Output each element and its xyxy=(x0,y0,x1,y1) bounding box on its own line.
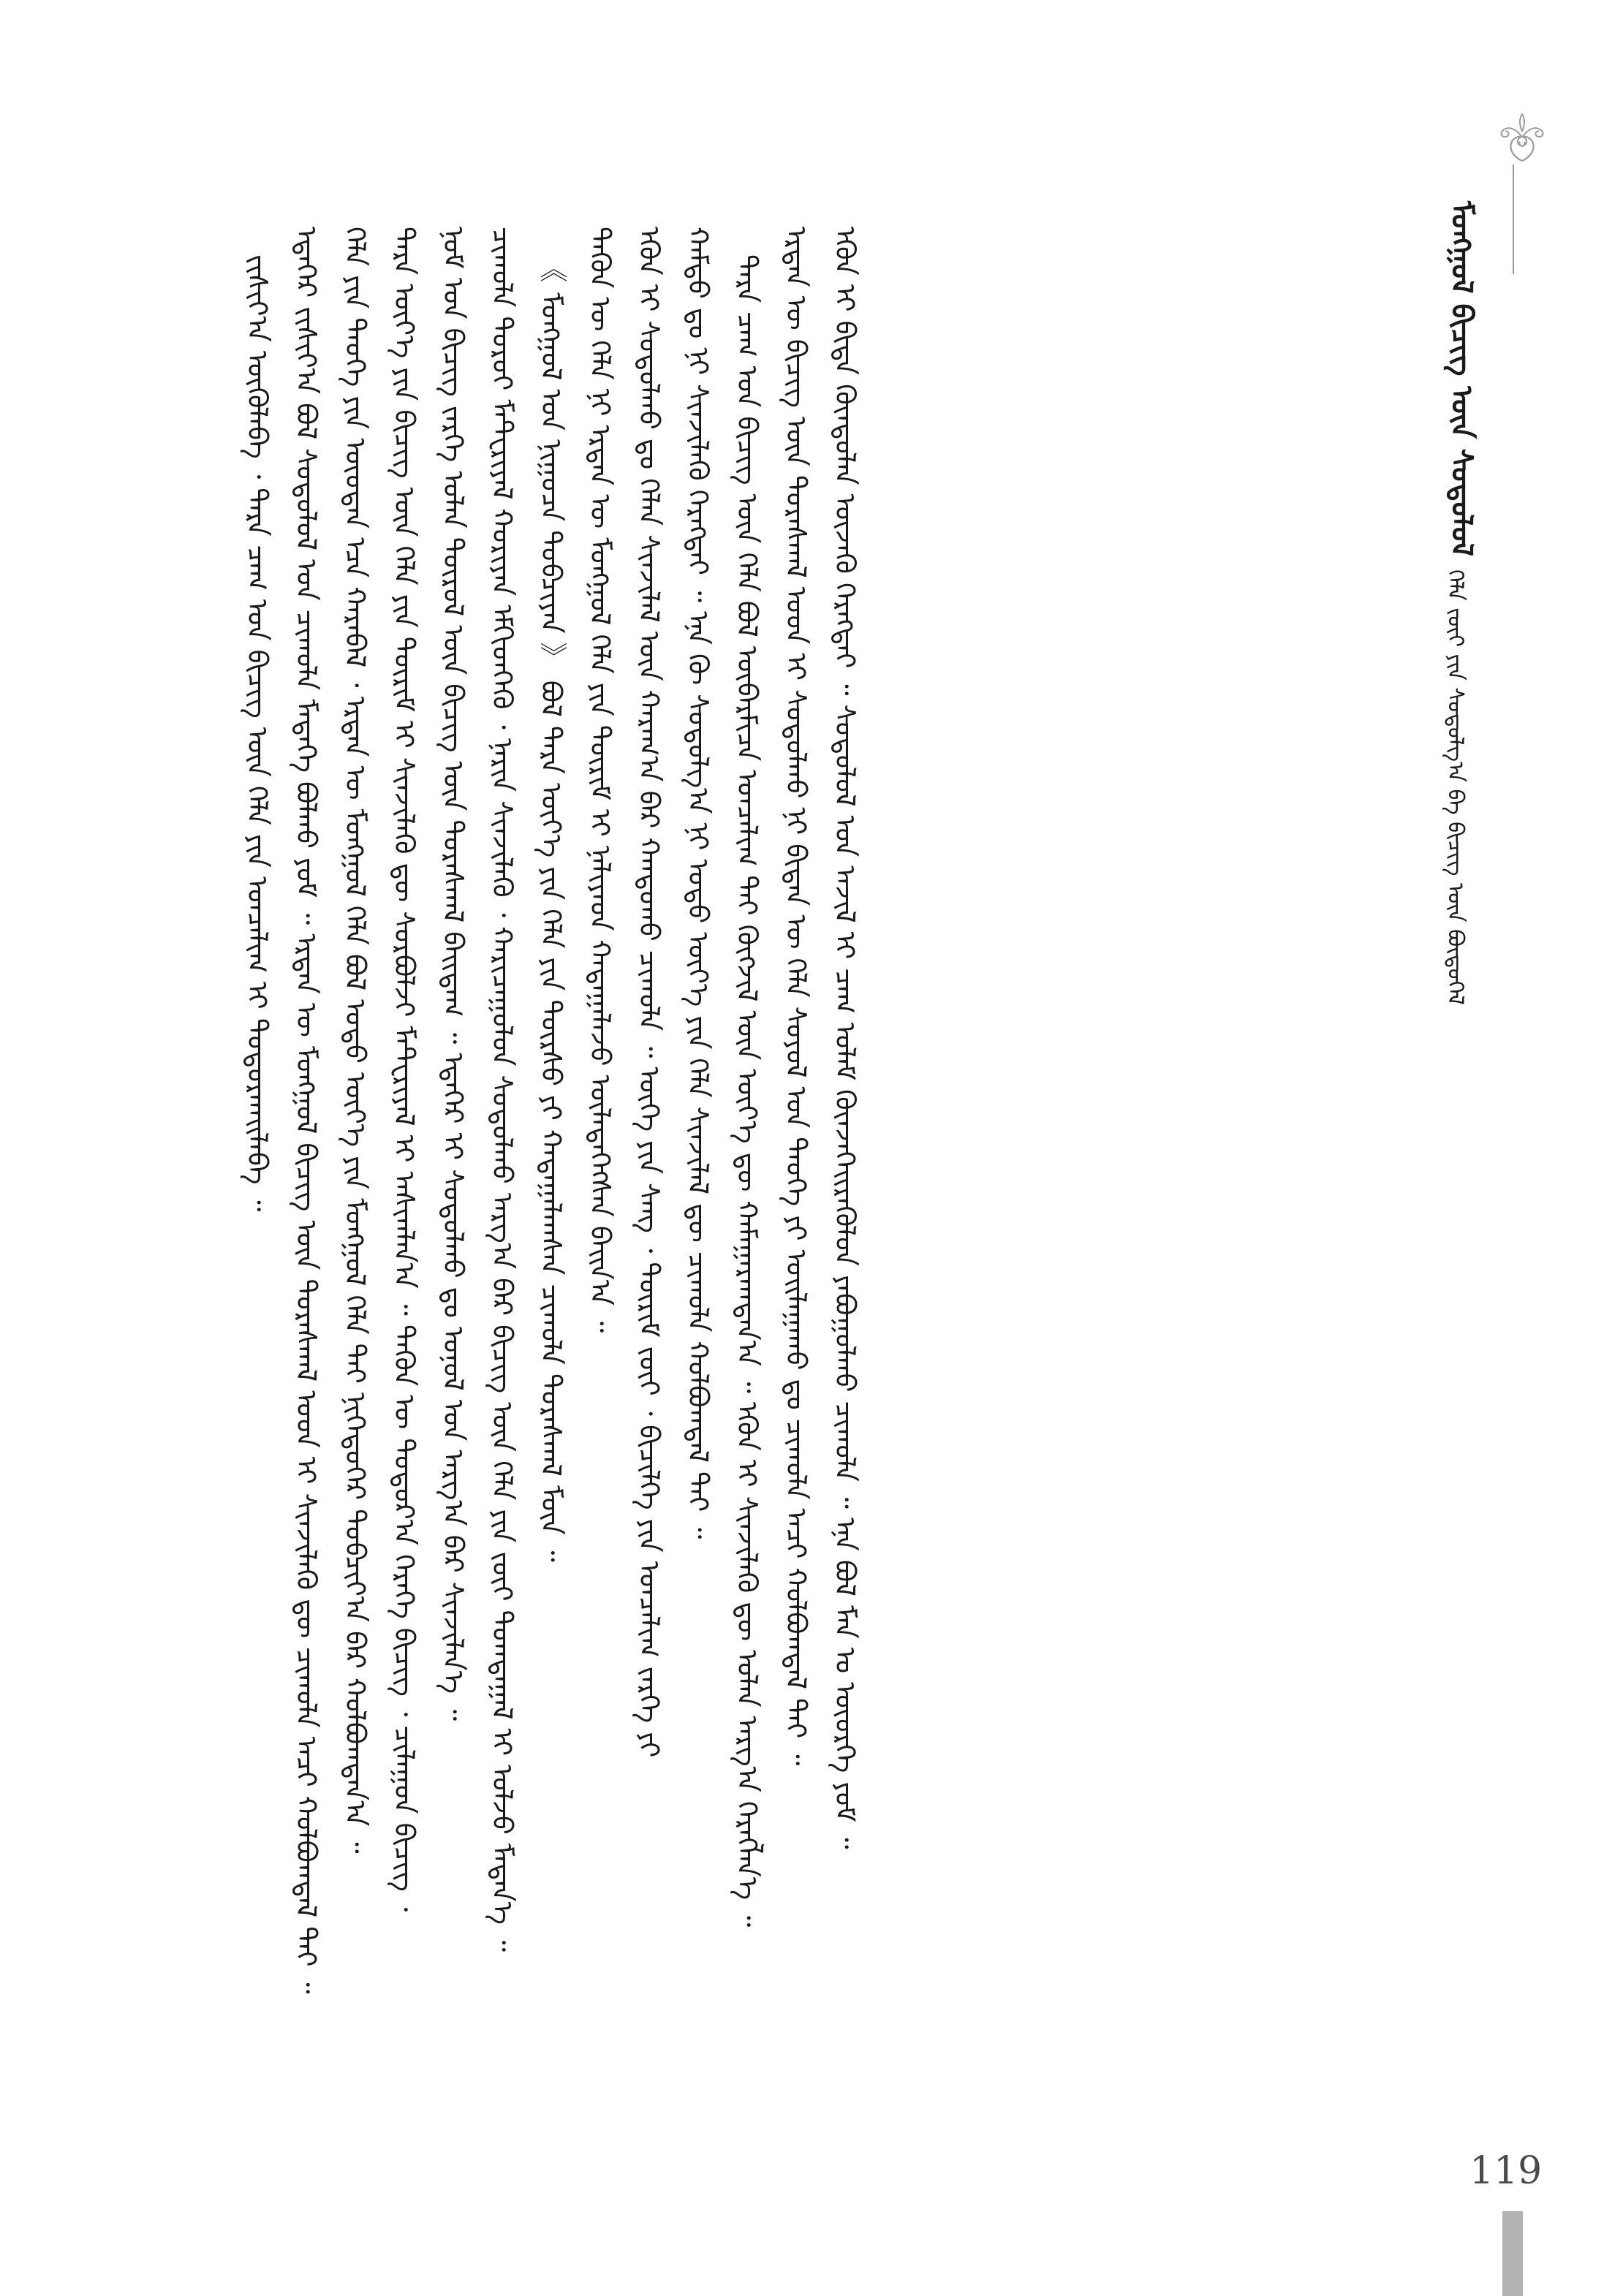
header-subtitle: ᠬᠡᠯᠡ ᠵᠦᠢ ᠶᠢᠨ ᠰᠤᠳᠤᠯᠭ᠎ᠠ ᠪᠠ ᠪᠢᠴᠢᠭ᠌ ᠦᠨ ᠪᠦᠲᠦᠭᠡᠯ xyxy=(1442,569,1468,1005)
text-line: ᠬᠡᠯᠡ ᠶᠢᠨ ᠲᠡᠦᠬᠡ ᠶᠢᠨ ᠦᠦᠳᠡᠨ ᠡᠴᠡ ᠬᠠᠷᠠᠪᠠᠯ ᠂ ᠡᠷᠲᠡᠨ ᠦ ᠮᠣᠩᠭᠣᠯ ᠬᠡᠯᠡ ᠪᠣᠯ ᠣᠳᠣ ᠦᠶ᠎ᠡ ᠶᠢᠨ ᠮᠣᠩᠭᠣᠯ ᠬᠡᠯᠡ ᠲᠡᠢ ᠨᠢᠭᠡᠳᠦᠭᠡᠷ ᠲᠣᠪᠴᠢᠶ᠎ᠠ ᠪᠠᠷ ᠬᠣᠯᠪᠣᠭᠳᠠᠨ᠎ᠠ ᠃ xyxy=(339,227,371,1854)
body-text xyxy=(232,227,1373,2098)
text-line: ᠲᠡᠷᠡ ᠴᠠᠭ ᠤᠨ ᠪᠢᠴᠢᠭ᠌ ᠦᠨ ᠬᠡᠯᠡ ᠪᠣᠯ ᠥᠪᠡᠷᠮᠢᠴᠡ ᠣᠨᠴᠠᠯᠢᠭ ᠲᠠᠢ ᠬᠥᠭᠵᠢᠯ ᠦᠨ ᠦᠶ᠎ᠡ ᠳᠦ ᠬᠠᠮᠠᠭᠠᠷᠠᠭᠳᠠᠨ᠎ᠠ ᠃ ᠡᠭᠦᠨ ᠢ ᠰᠢᠨᠵᠢᠯᠡᠬᠦ ᠳᠦ ᠣᠯᠠᠨ ᠠᠷᠭ᠎ᠠ ᠬᠡᠷᠡᠭᠯᠡᠨ᠎ᠡ ᠃ xyxy=(731,254,763,1928)
text-line: ᠬᠠᠮᠲᠤ ᠳᠤ ᠨᠢ ᠰᠢᠨᠵᠢᠯᠡᠬᠦ ᠬᠡᠷᠡᠭᠲᠡᠢ ᠃ ᠡᠨᠡ ᠬᠦ ᠰᠤᠳᠤᠯᠭ᠎ᠠ ᠨᠢ ᠣᠳᠣ ᠦᠶ᠎ᠡ ᠶᠢᠨ ᠬᠡᠯᠡ ᠰᠢᠨᠵᠢᠯᠡᠯ ᠳᠦ ᠴᠢᠬᠤᠯᠠ ᠬᠣᠯᠪᠣᠭᠳᠠᠯ ᠲᠠᠢ ᠃ xyxy=(682,227,714,1539)
text-line: ᠡᠳᠡᠭᠡᠷ ᠵᠢᠱᠢᠶ᠎ᠠ ᠪᠣᠯ ᠰᠤᠳᠤᠯᠤᠯ ᠤᠨ ᠴᠢᠬᠤᠯᠠ ᠮᠡᠳᠡᠭᠡ ᠪᠣᠯᠬᠤ ᠶᠤᠮ ᠃ ᠡᠷᠲᠡᠨ ᠦ ᠮᠣᠩᠭᠣᠯ ᠪᠢᠴᠢᠭ᠌ ᠦᠨ ᠳᠤᠷᠠᠰᠬᠠᠯ ᠤᠳ ᠢ ᠰᠢᠨᠵᠢᠯᠡᠬᠦ ᠳᠦ ᠴᠢᠬᠤᠯᠠ ᠠᠴᠢ ᠬᠣᠯᠪᠣᠭᠳᠠᠯ ᠲᠠᠢ ᠃ xyxy=(290,227,322,1994)
text-line: ᠵᠢᠱᠢᠶ᠎ᠠ ᠦᠭᠦᠯᠡᠪᠡ ᠂ ᠲᠡᠷᠡ ᠴᠠᠭ ᠤᠨ ᠪᠢᠴᠢᠭ᠌ ᠦᠨ ᠬᠡᠯᠡ ᠶᠢᠨ ᠣᠨᠴᠠᠯᠢᠭ ᠢ ᠲᠣᠳᠣᠷᠬᠠᠢᠯᠠᠪᠠ ᠃ xyxy=(241,254,273,1212)
text-line: ᠴᠢᠬᠤᠯᠠ ᠳᠣᠷᠤᠢ ᠮᠠᠲᠧᠷᠢᠶᠠᠯ ᠬᠣᠷᠢᠶᠠᠨ ᠡᠮᠬᠢᠳᠬᠡᠬᠦ ᠂ ᠨᠠᠷᠢᠨ ᠰᠢᠨᠵᠢᠯᠡᠬᠦ ᠂ ᠬᠠᠷᠢᠴᠠᠭᠤᠯᠤᠨ ᠰᠤᠳᠤᠯᠬᠤ ᠠᠷᠭ᠎ᠠ ᠪᠠᠷ ᠪᠢᠴᠢᠭ᠌ ᠦᠨ ᠬᠡᠯᠡ ᠶᠢᠨ ᠵᠦᠢ ᠲᠣᠭᠲᠠᠭᠠᠯ ᠢ ᠣᠯᠵᠤ ᠮᠡᠳᠡᠨ᠎ᠡ ᠃ xyxy=(486,227,518,1952)
text-line: ᠲᠡᠭᠦᠨ ᠦ ᠬᠡᠯᠡ ᠨᠢ ᠡᠷᠲᠡᠨ ᠦ ᠮᠣᠩᠭᠣᠯ ᠬᠡᠯᠡ ᠶᠢᠨ ᠳᠦᠷᠢᠮ ᠢ ᠨᠡᠯᠢᠶᠡᠳ ᠬᠠᠳᠠᠭᠠᠯᠠᠵᠤ ᠦᠯᠡᠳᠡᠭᠡᠭᠰᠡᠨ ᠪᠠᠢᠨ᠎ᠠ ᠃ xyxy=(584,227,616,1333)
text-line: ᠡᠷᠲᠡᠨ ᠦ ᠪᠢᠴᠢᠭ᠌ ᠦᠨ ᠳᠤᠷᠠᠰᠬᠠᠯ ᠤᠳ ᠢ ᠰᠤᠳᠤᠯᠬᠤ ᠨᠢ ᠪᠢᠳᠡᠨ ᠦ ᠬᠡᠯᠡ ᠰᠣᠶᠣᠯ ᠤᠨ ᠲᠡᠦᠬᠡ ᠶᠢ ᠣᠢᠯᠠᠭᠠᠬᠤ ᠳᠤ ᠴᠢᠬᠤᠯᠠ ᠠᠴᠢ ᠬᠣᠯᠪᠣᠭᠳᠠᠯ ᠲᠠᠢ ᠃ xyxy=(780,227,812,1766)
header-rule xyxy=(1513,164,1514,274)
text-line: ᠡᠭᠦᠨ ᠢ ᠪᠢᠳᠡ ᠬᠦᠨᠳᠦᠯᠡᠨ ᠦᠵᠡᠬᠦ ᠬᠡᠷᠡᠭᠲᠡᠢ ᠃ ᠰᠤᠳᠤᠯᠤᠯ ᠤᠨ ᠠᠵᠢᠯ ᠢ ᠴᠠᠭ ᠤᠯᠠᠮ ᠭᠦᠨᠵᠡᠭᠡᠢᠷᠡᠭᠦᠯᠦᠨ ᠶᠠᠪᠤᠭᠤᠯᠬᠤ ᠴᠢᠬᠤᠯᠠ ᠃ ᠡᠨᠡ ᠪᠣᠯ ᠮᠠᠨ ᠤ ᠦᠦᠷᠭᠡ ᠶᠤᠮ ᠃ xyxy=(829,227,861,1849)
text-line: ᠲᠡᠷᠡ ᠦᠶ᠎ᠡ ᠶᠢᠨ ᠪᠢᠴᠢᠭ᠌ ᠦᠨ ᠬᠡᠯᠡ ᠶᠢᠨ ᠳᠦᠷᠢᠮ ᠢ ᠰᠢᠨᠵᠢᠯᠡᠬᠦ ᠳᠦ ᠰᠤᠷᠪᠤᠯᠵᠢ ᠮᠠᠲᠧᠷᠢᠶᠠᠯ ᠢ ᠠᠰᠢᠭᠯᠠᠨ᠎ᠠ ᠃ ᠲᠡᠭᠦᠨ ᠦ ᠳᠣᠲᠣᠷ᠎ᠠ ᠭᠡᠷᠡᠭᠡ ᠪᠢᠴᠢᠭ᠌ ᠂ ᠴᠢᠯᠠᠭᠤᠨ ᠪᠢᠴᠢᠭ᠌ ᠂ xyxy=(388,227,420,1912)
text-line: ᠡᠭᠦᠨ ᠢ ᠰᠤᠳᠤᠯᠬᠤ ᠳᠤ ᠬᠡᠯᠡᠨ ᠰᠢᠨᠵᠢᠯᠡᠯ ᠦᠨ ᠬᠠᠷᠠᠭ᠎ᠠ ᠪᠠᠷ ᠬᠠᠨᠳᠤᠬᠤ ᠴᠢᠬᠤᠯᠠ ᠃ ᠦᠭᠡ ᠶᠢᠨ ᠰᠠᠩ ᠂ ᠳᠦᠷᠢᠮ ᠵᠦᠢ ᠂ ᠪᠢᠴᠢᠯᠭᠡ ᠶᠢᠨ ᠣᠨᠴᠠᠯᠢᠭ ᠵᠡᠷᠭᠡ ᠶᠢ xyxy=(633,227,665,1758)
ornament-flourish-icon xyxy=(1487,110,1557,168)
page-edge-tab xyxy=(1502,2211,1523,2296)
text-line: 《 ᠮᠣᠩᠭᠣᠯ ᠤᠨ ᠨᠢᠭᠤᠴᠠ ᠲᠣᠪᠴᠢᠶᠠᠨ 》 ᠪᠣᠯ ᠲᠡᠷᠡ ᠦᠶ᠎ᠡ ᠶᠢᠨ ᠬᠡᠯᠡ ᠶᠢᠨ ᠳᠦᠷᠰᠦ ᠶᠢ ᠬᠠᠳᠠᠭᠠᠯᠠᠭᠰᠠᠨ ᠴᠢᠬᠤᠯᠠ ᠳᠤᠷᠠᠰᠬᠠᠯ ᠮᠥᠨ ᠃ xyxy=(535,254,567,1562)
header-title: ᠮᠣᠩᠭᠣᠯ ᠪᠢᠴᠢᠭ᠌ ᠦᠨ ᠰᠤᠳᠤᠯᠤᠯ xyxy=(1445,201,1479,557)
text-line: ᠨᠣᠮ ᠤᠨ ᠪᠢᠴᠢᠭ᠌ ᠵᠡᠷᠭᠡ ᠣᠯᠠᠨ ᠲᠥᠷᠦᠯ ᠦᠨ ᠪᠢᠴᠢᠭ᠌ ᠦᠨ ᠳᠤᠷᠠᠰᠬᠠᠯ ᠪᠠᠢᠳᠠᠭ ᠃ ᠡᠳᠡᠭᠡᠷ ᠢ ᠰᠣᠳᠣᠯᠬᠤ ᠳᠤ ᠣᠨᠣᠯ ᠤᠨ ᠠᠷᠭ᠎ᠠ ᠪᠠᠷ ᠰᠢᠨᠵᠢᠯᠡᠨ᠎ᠡ ᠃ xyxy=(437,227,469,1721)
page-number: 119 xyxy=(1469,2149,1543,2193)
running-header xyxy=(1436,201,1487,1005)
